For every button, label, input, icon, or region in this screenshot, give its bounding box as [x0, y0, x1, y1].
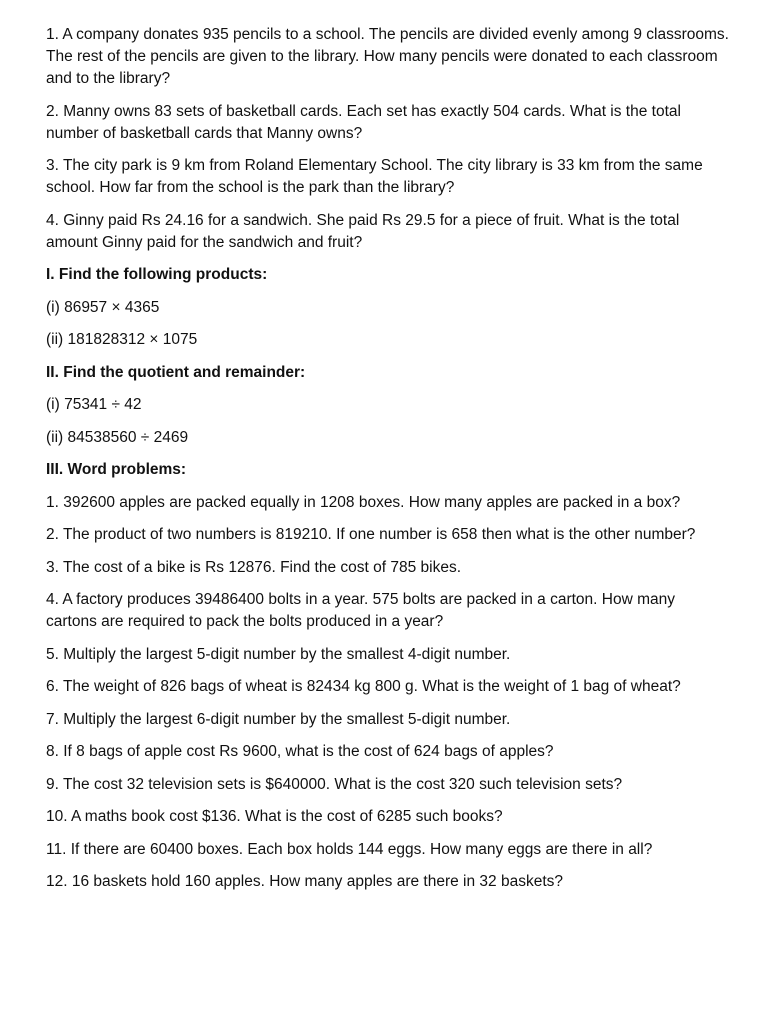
product-item: (ii) 181828312 × 1075: [46, 331, 198, 348]
word-problem: 3. The cost of a bike is Rs 12876. Find the cost of 785 bikes.: [46, 558, 462, 576]
word-problem: 7. Multiply the largest 6-digit number by the smallest 5-digit number.: [46, 710, 511, 728]
word-problem: 10. A maths book cost $136. What is the cost of 6285 such books?: [46, 808, 503, 825]
section-heading-quotient: II. Find the quotient and remainder:: [46, 363, 306, 381]
worksheet-page: [46, 24, 730, 904]
word-problem: 12. 16 baskets hold 160 apples. How many apples are there in 32 baskets?: [46, 873, 563, 890]
product-item: (i) 86957 × 4365: [46, 298, 160, 316]
word-problem: 2. The product of two numbers is 819210. If one number is 658 then what is the other number?: [46, 526, 696, 543]
word-problem: 8. If 8 bags of apple cost Rs 9600, what is the cost of 624 bags of apples?: [46, 743, 554, 760]
intro-question: 3. The city park is 9 km from Roland Elementary School. The city library is 33 km from the same school. How far from the school is the park than the library?: [46, 157, 703, 196]
section-heading-products: I. Find the following products:: [46, 266, 268, 283]
intro-question: 4. Ginny paid Rs 24.16 for a sandwich. She paid Rs 29.5 for a piece of fruit. What is the total amount Ginny paid for the sandwich and fruit?: [46, 211, 680, 251]
word-problem: 1. 392600 apples are packed equally in 1208 boxes. How many apples are packed in a box?: [46, 493, 681, 511]
intro-question: 1. A company donates 935 pencils to a school. The pencils are divided evenly among 9 classrooms. The rest of the pencils are given to the library. How many pencils were donated to each classroom and to the library?: [46, 26, 729, 87]
word-problem: 5. Multiply the largest 5-digit number by the smallest 4-digit number.: [46, 645, 511, 663]
word-problem: 4. A factory produces 39486400 bolts in a year. 575 bolts are packed in a carton. How many cartons are required to pack the bolts produced in a year?: [46, 591, 675, 630]
quotient-item: (i) 75341 ÷ 42: [46, 396, 142, 413]
word-problem: 9. The cost 32 television sets is $640000. What is the cost 320 such television sets?: [46, 775, 623, 793]
quotient-item: (ii) 84538560 ÷ 2469: [46, 428, 189, 446]
intro-question: 2. Manny owns 83 sets of basketball cards. Each set has exactly 504 cards. What is the total number of basketball cards that Manny owns?: [46, 102, 681, 142]
section-heading-word-problems: III. Word problems:: [46, 461, 187, 478]
word-problem: 6. The weight of 826 bags of wheat is 82434 kg 800 g. What is the weight of 1 bag of wheat?: [46, 678, 681, 695]
word-problem: 11. If there are 60400 boxes. Each box holds 144 eggs. How many eggs are there in all?: [46, 840, 653, 858]
